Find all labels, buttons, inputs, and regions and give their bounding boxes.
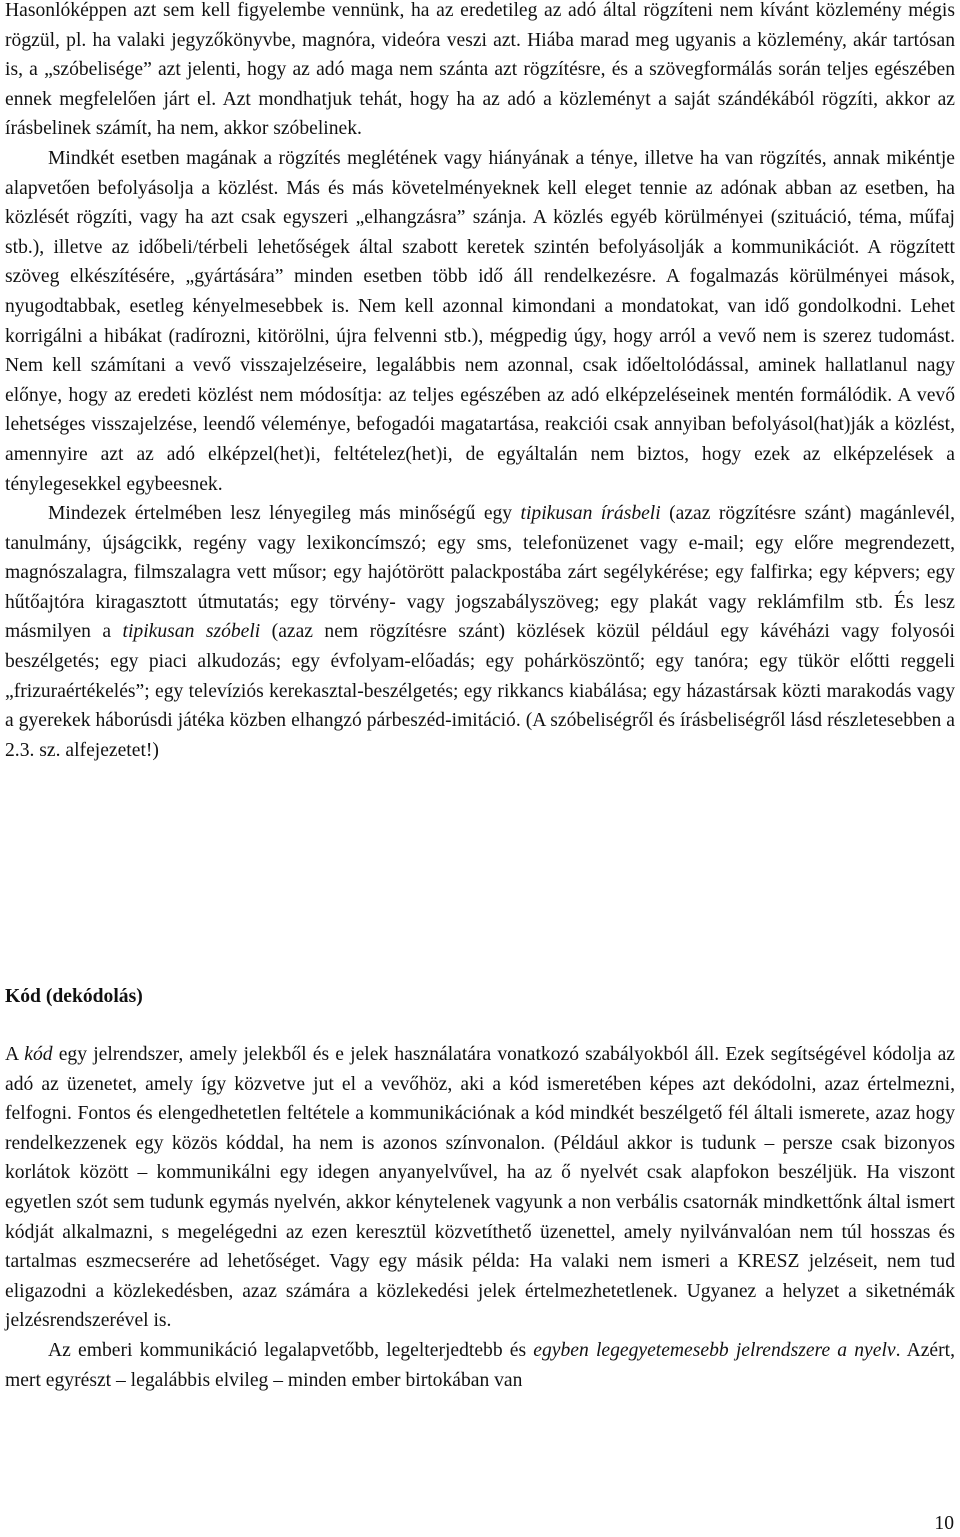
paragraph [5,1336,955,1395]
body-text-bottom [5,1040,955,1395]
text-run: . Azért, mert egyrészt – legalábbis elvileg – minden ember birtokában van [5,1339,955,1391]
body-text-top [5,0,955,765]
text-run: (azaz nem rögzítésre szánt) közlések közül például egy kávéházi vagy folyosói beszélgetés; egy piaci alkudozás; egy évfolyam-előadás; egy pohárköszöntő; egy tanóra; egy tükör előtti reggeli „frizuraértékelés”; egy televíziós kerekasztal-beszélgetés; egy rikkancs kiabálása; egy házastársak közti marakodás vagy a gyerekek háborúsdi játéka közben elhangzó párbeszéd-imitáció. (A szóbeliségről és írásbeliségről lásd részletesebben a 2.3. sz. alfejezetet!) [5,621,956,761]
italic-text: kód [24,1044,53,1065]
text-run: Mindkét esetben magának a rögzítés meglétének vagy hiányának a ténye, illetve ha van rögzítés, annak mikéntje alapvetően befolyásolja a közlést. Más és más követelményeknek kell eleget tennie az adónak abban az esetben, ha közlését rögzíti, vagy ha azt csak egyszeri „elhangzásra” szánja. A közlés egyéb körülményei (szituáció, téma, műfaj stb.), illetve az időbeli/térbeli lehetőségek által szabott keretek szintén befolyásolják a kommunikációt. A rögzített szöveg elkészítésére, „gyártására” minden esetben több idő áll rendelkezésre. A fogalmazás körülményei mások, nyugodtabbak, esetleg kényelmesebbek is. Nem kell azonnal kimondani a mondatokat, van idő gondolkodni. Lehet korrigálni a hibákat (radírozni, kitörölni, újra felvenni stb.), mégpedig úgy, hogy arról a vevő nem is szerez tudomást. Nem kell számítani a vevő visszajelzéseire, legalábbis nem azonnal, csak időeltolódással, aminek hallatlanul nagy előnye, hogy az eredeti közlést nem módosítja: az teljes egészében az adó elképzeléseinek mentén formálódik. A vevő lehetséges visszajelzése, leendő véleménye, befogadói magatartása, reakciói csak annyiban befolyásol(hat)ják a közlést, amennyire azt az adó elképzel(het)i, feltételez(het)i, de egyáltalán nem biztos, hogy ezek az elképzelések a ténylegesekkel egybeesnek. [5,147,955,495]
paragraph [5,144,955,499]
italic-text: tipikusan írásbeli [520,503,661,525]
text-run: (azaz rögzítésre szánt) magánlevél, tanulmány, újságcikk, regény vagy lexikoncímszó; egy sms, telefonüzenet vagy e-mail; egy előre megrendezett, magnószalagra, filmszalagra vett műsor; egy hajótörött palackpostába zárt segélykérése; egy falfirka; egy képvers; egy hűtőajtóra kiragasztott útmutatás; egy törvény- vagy jogszabályszöveg; egy plakát vagy reklámfilm stb. És lesz másmilyen a [5,503,955,643]
paragraph [5,1040,955,1336]
text-run: egy jelrendszer, amely jelekből és e jelek használatára vonatkozó szabályokból áll. Ezek segítségével kódolja az adó az üzenetet, amely így közvetve jut el a vevőhöz, aki a kód ismeretében képes azt dekódolni, azaz értelmezni, felfogni. Fontos és elengedhetetlen feltétele a kommunikációnak a kód mindkét beszélgető fél általi ismerete, azaz hogy rendelkezzenek egy közös kóddal, ha nem is azonos színvonalon. (Például akkor is tudunk – persze csak bizonyos korlátok között – kommunikálni egy idegen anyanyelvűvel, ha az ő nyelvét csak alapfokon beszéljük. Ha viszont egyetlen szót sem tudunk egymás nyelvén, akkor kénytelenek vagyunk a non verbális csatornák mindkettőnk által ismert kódját alkalmazni, s megelégedni az ezen keresztül közvetíthető üzenettel, amely nyilvánvalóan nem túl hosszas és tartalmas eszmecserére ad lehetőséget. Vagy egy másik példa: Ha valaki nem ismeri a KRESZ jelzéseit, nem tud eligazodni a közlekedésben, azaz számára a közlekedési jelek értelmezhetetlenek. Ugyanez a helyzet a siketnémák jelzésrendszerével is. [5,1044,955,1332]
text-run: Hasonlóképpen azt sem kell figyelembe vennünk, ha az eredetileg az adó által rögzíteni nem kívánt közlemény mégis rögzül, pl. ha valaki jegyzőkönyvbe, magnóra, videóra veszi azt. Hiába marad meg ugyanis a közlemény, akár tartósan is, a „szóbelisége” azt jelenti, hogy az adó maga nem szánta azt rögzítésre, és a szövegformálás során teljes egészében ennek megfelelően járt el. Azt mondhatjuk tehát, hogy ha az adó a közleményt a saját szándékából rögzíti, akkor az írásbelinek számít, ha nem, akkor szóbelinek. [5,0,955,140]
page-number: 10 [934,1513,954,1534]
text-run: Mindezek értelmében lesz lényegileg más minőségű egy [48,503,521,525]
italic-text: egyben legegyetemesebb jelrendszere a nyelv [533,1339,896,1361]
text-run: A [5,1044,25,1065]
paragraph [5,499,955,765]
text-run: Az emberi kommunikáció legalapvetőbb, legelterjedtebb és [48,1339,534,1361]
italic-text: tipikusan szóbeli [122,621,261,643]
section-heading: Kód (dekódolás) [5,986,143,1007]
paragraph [5,0,955,144]
